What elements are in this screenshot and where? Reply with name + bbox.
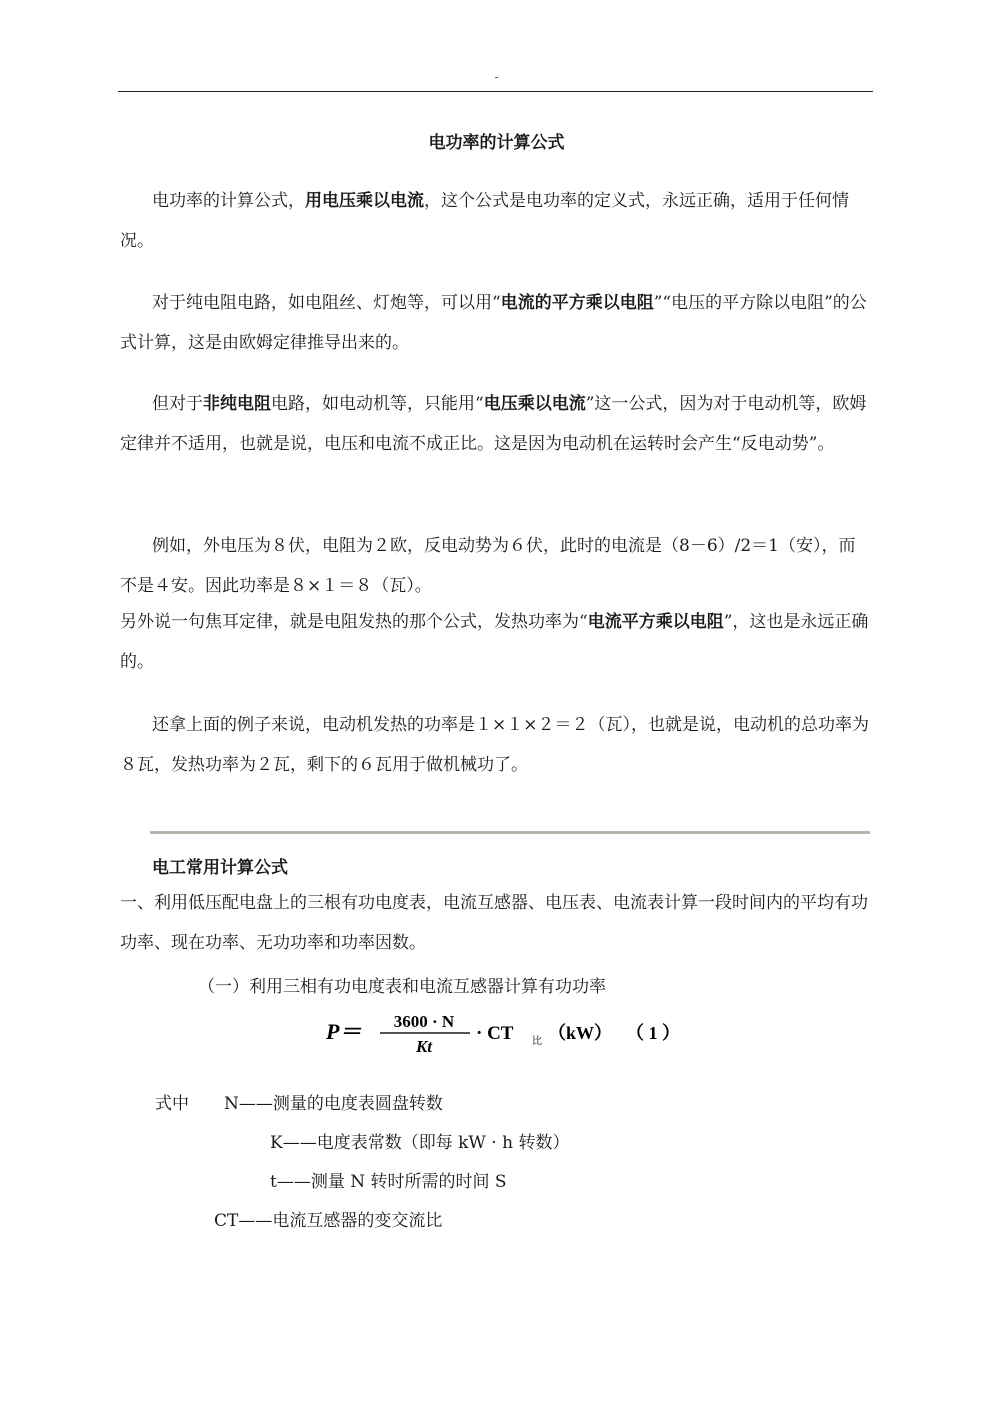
formula-subscript: 比 [532, 1036, 542, 1047]
legend-n: N——测量的电度表圆盘转数 [224, 1094, 443, 1114]
section-divider [150, 831, 870, 834]
p3-bold-2: 电压乘以电流 [483, 394, 586, 414]
legend-intro: 式中 [155, 1094, 189, 1114]
header-mark: - [494, 70, 499, 84]
p3-text-a: 但对于 [152, 394, 203, 414]
p2-bold: 电流的平方乘以电阻 [500, 293, 654, 313]
p1-text-c: ，这个公式是电功率的定义式，永远正确，适用于任何情况。 [120, 191, 849, 251]
p5-text-a: 另外说一句焦耳定律，就是电阻发热的那个公式，发热功率为“ [120, 612, 588, 632]
paragraph-3 [120, 384, 872, 464]
formula-denominator: Kt [415, 1037, 433, 1056]
p3-bold-1: 非纯电阻 [203, 394, 271, 414]
subsection-title: （一）利用三相有功电度表和电流互感器计算有功功率 [198, 977, 606, 997]
power-formula [326, 1008, 706, 1058]
formula-lhs: P＝ [326, 1019, 362, 1044]
formula-number: （ 1 ） [626, 1023, 680, 1043]
p5-text-c: ”，这也是永远正确的。 [120, 612, 869, 672]
page-title: 电功率的计算公式 [428, 133, 565, 153]
p2-text-a: 对于纯电阻电路，如电阻丝、灯炮等，可以用“ [152, 293, 501, 313]
paragraph-4 [120, 526, 872, 606]
section-item-1-text: 一、利用低压配电盘上的三根有功电度表，电流互感器、电压表、电流表计算一段时间内的平均有功功率、现在功率、无功功率和功率因数。 [120, 893, 868, 953]
legend-t: t——测量 N 转时所需的时间 S [270, 1172, 507, 1192]
p4-text: 例如，外电压为８伏，电阻为２欧，反电动势为６伏，此时的电流是（8－6）/2＝1（安），而不是４安。因此功率是８×１＝８（瓦）。 [120, 536, 856, 596]
section-title: 电工常用计算公式 [152, 858, 288, 878]
p1-bold: 用电压乘以电流 [305, 191, 424, 211]
paragraph-6 [120, 705, 872, 785]
p1-text-a: 电功率的计算公式， [152, 191, 305, 211]
p3-text-c: 电路，如电动机等，只能用“ [271, 394, 484, 414]
section-item-1 [120, 883, 872, 963]
paragraph-1 [120, 181, 872, 261]
p2-text-c: ”“电压的平方除以电阻”的公式计算，这是由欧姆定律推导出来的。 [120, 293, 867, 353]
paragraph-2 [120, 283, 872, 363]
p3-text-e: ”这一公式，因为对于电动机等，欧姆定律并不适用，也就是说，电压和电流不成正比。这是因为电动机在运转时会产生“反电动势”。 [120, 394, 867, 454]
p6-text: 还拿上面的例子来说，电动机发热的功率是１×１×２＝２（瓦），也就是说，电动机的总功率为８瓦，发热功率为２瓦，剩下的６瓦用于做机械功了。 [120, 715, 869, 775]
legend-ct: CT——电流互感器的变交流比 [214, 1211, 443, 1231]
formula-numerator: 3600 · N [393, 1012, 455, 1031]
p5-bold: 电流平方乘以电阻 [587, 612, 724, 632]
paragraph-5 [120, 602, 872, 682]
formula-rhs: · CT [476, 1023, 514, 1044]
legend-k: K——电度表常数（即每 kW · h 转数） [270, 1133, 570, 1153]
formula-unit: （kW） [548, 1023, 613, 1043]
header-rule [118, 91, 873, 92]
